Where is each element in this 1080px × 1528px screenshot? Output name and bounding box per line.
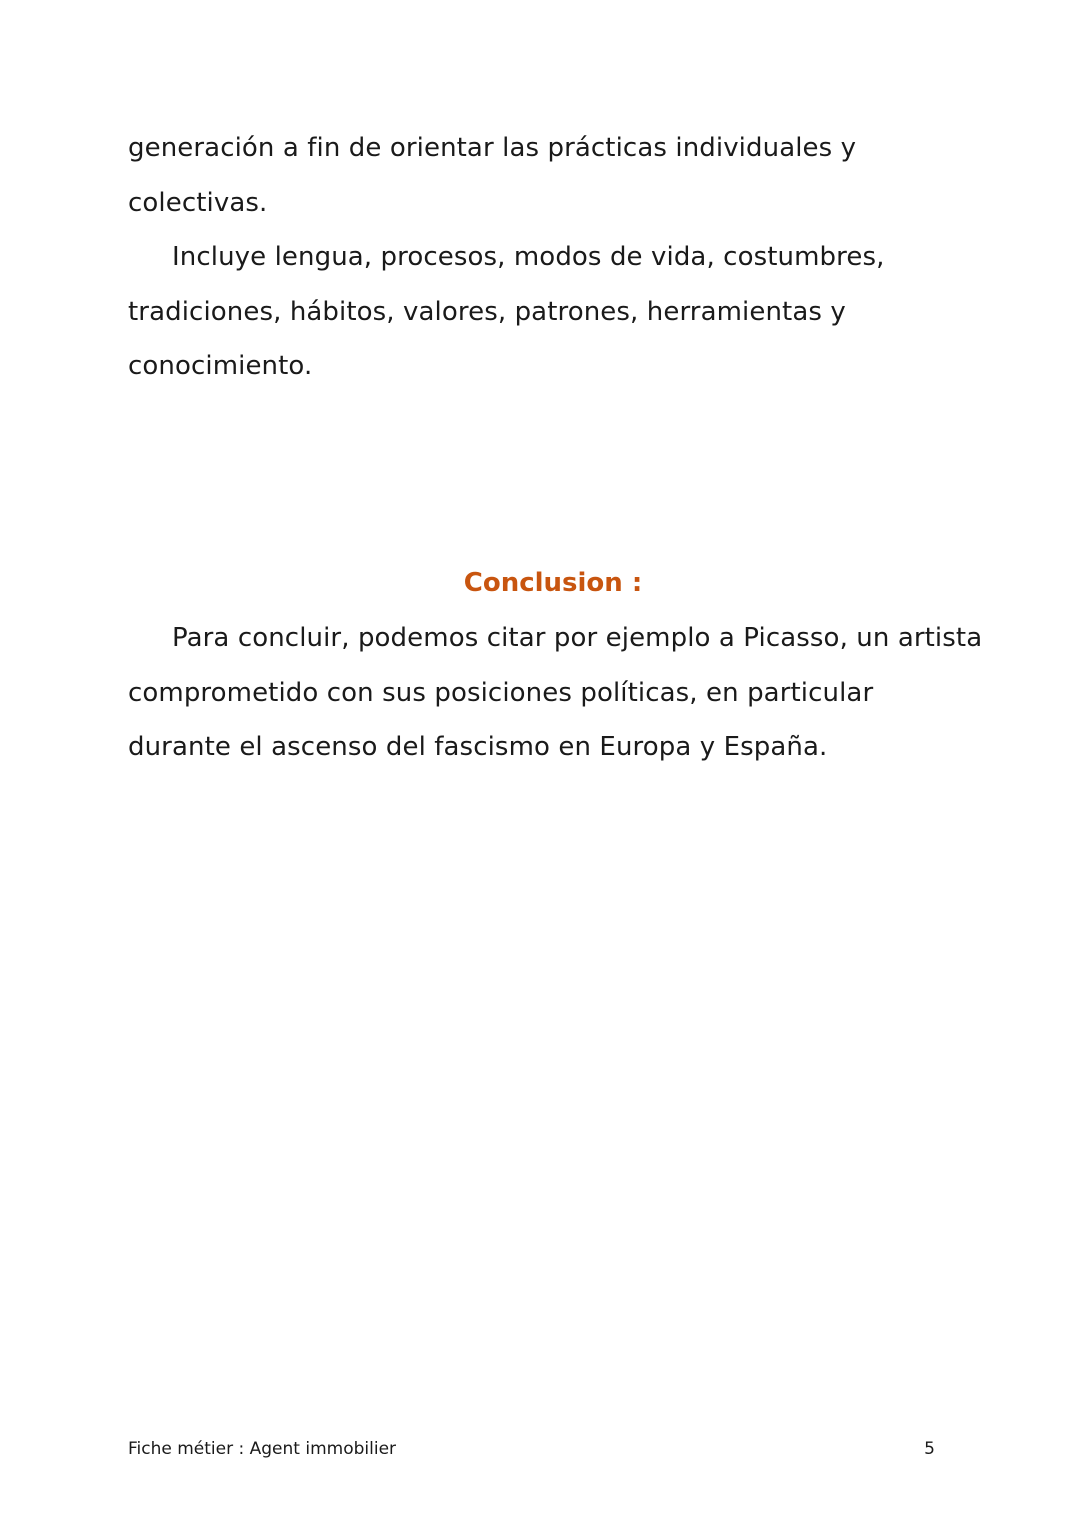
includes-line-2: tradiciones, hábitos, valores, patrones, herramientas y xyxy=(128,297,846,327)
conclusion-line-2: comprometido con sus posiciones políticas, en particular xyxy=(128,678,874,708)
conclusion-line-1: Para concluir, podemos citar por ejemplo a Picasso, un artista xyxy=(172,623,983,653)
includes-line-1: Incluye lengua, procesos, modos de vida, costumbres, xyxy=(172,242,885,272)
page-number: 5 xyxy=(924,1439,935,1459)
footer-title: Fiche métier : Agent immobilier xyxy=(128,1439,397,1459)
intro-line-2: colectivas. xyxy=(128,188,268,218)
conclusion-line-3: durante el ascenso del fascismo en Europa y España. xyxy=(128,732,828,762)
conclusion-heading: Conclusion : xyxy=(463,568,643,598)
intro-line-1: generación a fin de orientar las prácticas individuales y xyxy=(128,133,857,163)
includes-line-3: conocimiento. xyxy=(128,351,313,381)
